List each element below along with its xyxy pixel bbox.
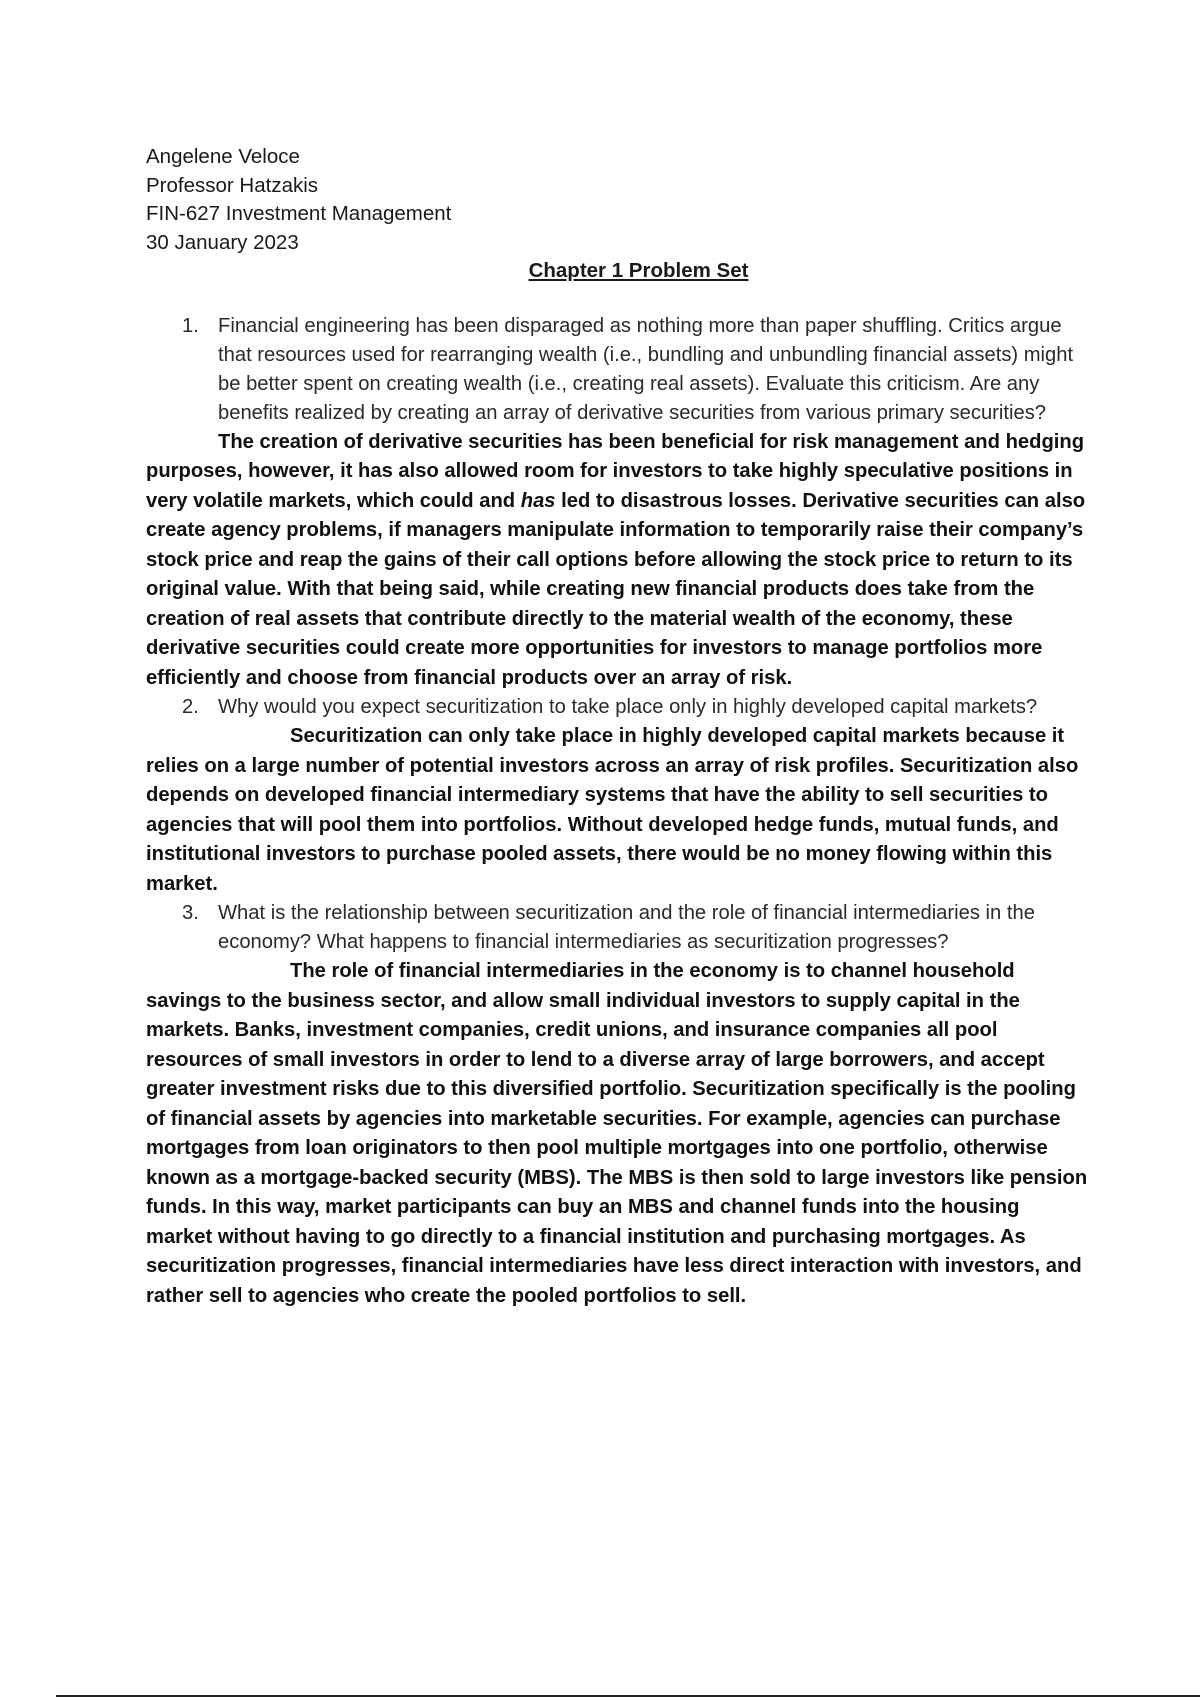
answer-1-text-end: led to disastrous losses. Derivative securities can also create agency problems, if managers manipulate information to temporarily raise their company’s stock price and reap the gains of their call options before allowing the stock price to return to its original value. With that being said, while creating new financial products does take from the creation of real assets that contribute directly to the material wealth of the economy, these derivative securities could create more opportunities for investors to manage portfolios more efficiently and choose from financial products over an array of risk. xyxy=(146,489,1086,689)
course-name: FIN-627 Investment Management xyxy=(146,202,452,225)
question-3 xyxy=(146,899,1091,957)
answer-1-text-start: The creation of derivative securities has been beneficial for risk management and hedging purposes, however, it has also allowed room for investors to take highly speculative positions in very volatile markets, which could and xyxy=(146,430,1085,512)
question-2 xyxy=(146,693,1091,722)
document-page xyxy=(146,143,1091,1311)
answer-3: The role of financial intermediaries in the economy is to channel household savings to the business sector, and allow small individual investors to supply capital in the markets. Banks, investment companies, credit unions, and insurance companies all pool resources of small investors in order to lend to a diverse array of large borrowers, and accept greater investment risks due to this diversified portfolio. Securitization specifically is the pooling of financial assets by agencies into marketable securities. For example, agencies can purchase mortgages from loan originators to then pool multiple mortgages into one portfolio, otherwise known as a mortgage-backed security (MBS). The MBS is then sold to large investors like pension funds. In this way, market participants can buy an MBS and channel funds into the housing market without having to go directly to a financial institution and purchasing mortgages. As securitization progresses, financial intermediaries have less direct interaction with investors, and rather sell to agencies who create the pooled portfolios to sell. xyxy=(146,960,1088,1307)
page-title: Chapter 1 Problem Set xyxy=(528,259,749,282)
bottom-divider xyxy=(56,1695,1200,1697)
question-list xyxy=(146,312,1091,1312)
answer-2: Securitization can only take place in highly developed capital markets because it relies on a large number of potential investors across an array of risk profiles. Securitization also depends on developed financial intermediary systems that have the ability to sell securities to agencies that will pool them into portfolios. Without developed hedge funds, mutual funds, and institutional investors to purchase pooled assets, there would be no money flowing within this market. xyxy=(146,725,1079,895)
student-name: Angelene Veloce xyxy=(146,145,300,168)
question-1-number: 1. xyxy=(182,314,199,337)
question-2-number: 2. xyxy=(182,696,199,718)
answer-1 xyxy=(146,428,1091,694)
answer-1-emphasis: has xyxy=(520,489,556,512)
question-1-text: Financial engineering has been disparaged as nothing more than paper shuffling. Critics argue that resources used for rearranging wealth (i.e., bundling and unbundling financial assets) might be better spent on creating wealth (i.e., creating real assets). Evaluate this criticism. Are any benefits realized by creating an array of derivative securities from various primary securities? xyxy=(218,314,1074,424)
document-date: 30 January 2023 xyxy=(146,230,299,254)
professor-name: Professor Hatzakis xyxy=(146,173,319,197)
question-2-text: Why would you expect securitization to take place only in highly developed capital markets? xyxy=(218,696,1038,718)
question-3-number: 3. xyxy=(182,902,199,924)
question-1 xyxy=(146,312,1091,428)
question-3-text: What is the relationship between securitization and the role of financial intermediaries in the economy? What happens to financial intermediaries as securitization progresses? xyxy=(218,902,1035,953)
